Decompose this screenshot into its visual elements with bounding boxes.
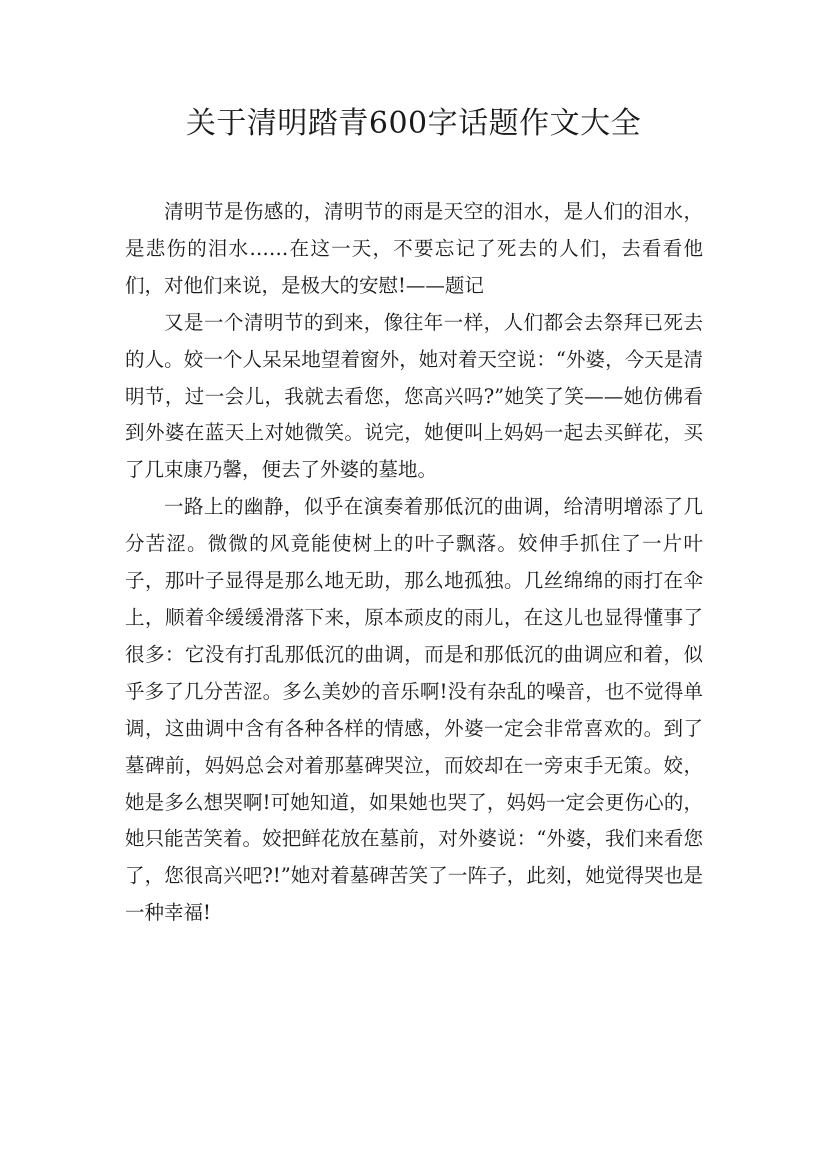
document-body	[125, 194, 703, 932]
paragraph-epigraph: 清明节是伤感的，清明节的雨是天空的泪水，是人们的泪水，是悲伤的泪水……在这一天，不要忘记了死去的人们，去看看他们，对他们来说，是极大的安慰!——题记	[125, 200, 703, 297]
paragraph-qingming-morning: 又是一个清明节的到来，像往年一样，人们都会去祭拜已死去的人。姣一个人呆呆地望着窗外，她对着天空说：“外婆，今天是清明节，过一会儿，我就去看您，您高兴吗?”她笑了笑——她仿佛看到外婆在蓝天上对她微笑。说完，她便叫上妈妈一起去买鲜花，买了几束康乃馨，便去了外婆的墓地。	[125, 310, 703, 482]
paragraph-visit-grave: 一路上的幽静，似乎在演奏着那低沉的曲调，给清明增添了几分苦涩。微微的风竟能使树上的叶子飘落。姣伸手抓住了一片叶子，那叶子显得是那么地无助，那么地孤独。几丝绵绵的雨打在伞上，顺着伞缓缓滑落下来，原本顽皮的雨儿，在这儿也显得懂事了很多：它没有打乱那低沉的曲调，而是和那低沉的曲调应和着，似乎多了几分苦涩。多么美妙的音乐啊!没有杂乱的噪音，也不觉得单调，这曲调中含有各种各样的情感，外婆一定会非常喜欢的。到了墓碑前，妈妈总会对着那墓碑哭泣，而姣却在一旁束手无策。姣，她是多么想哭啊!可她知道，如果她也哭了，妈妈一定会更伤心的，她只能苦笑着。姣把鲜花放在墓前，对外婆说：“外婆，我们来看您了，您很高兴吧?!”她对着墓碑苦笑了一阵子，此刻，她觉得哭也是一种幸福!	[125, 495, 703, 925]
document-title: 关于清明踏青600字话题作文大全	[185, 106, 642, 141]
